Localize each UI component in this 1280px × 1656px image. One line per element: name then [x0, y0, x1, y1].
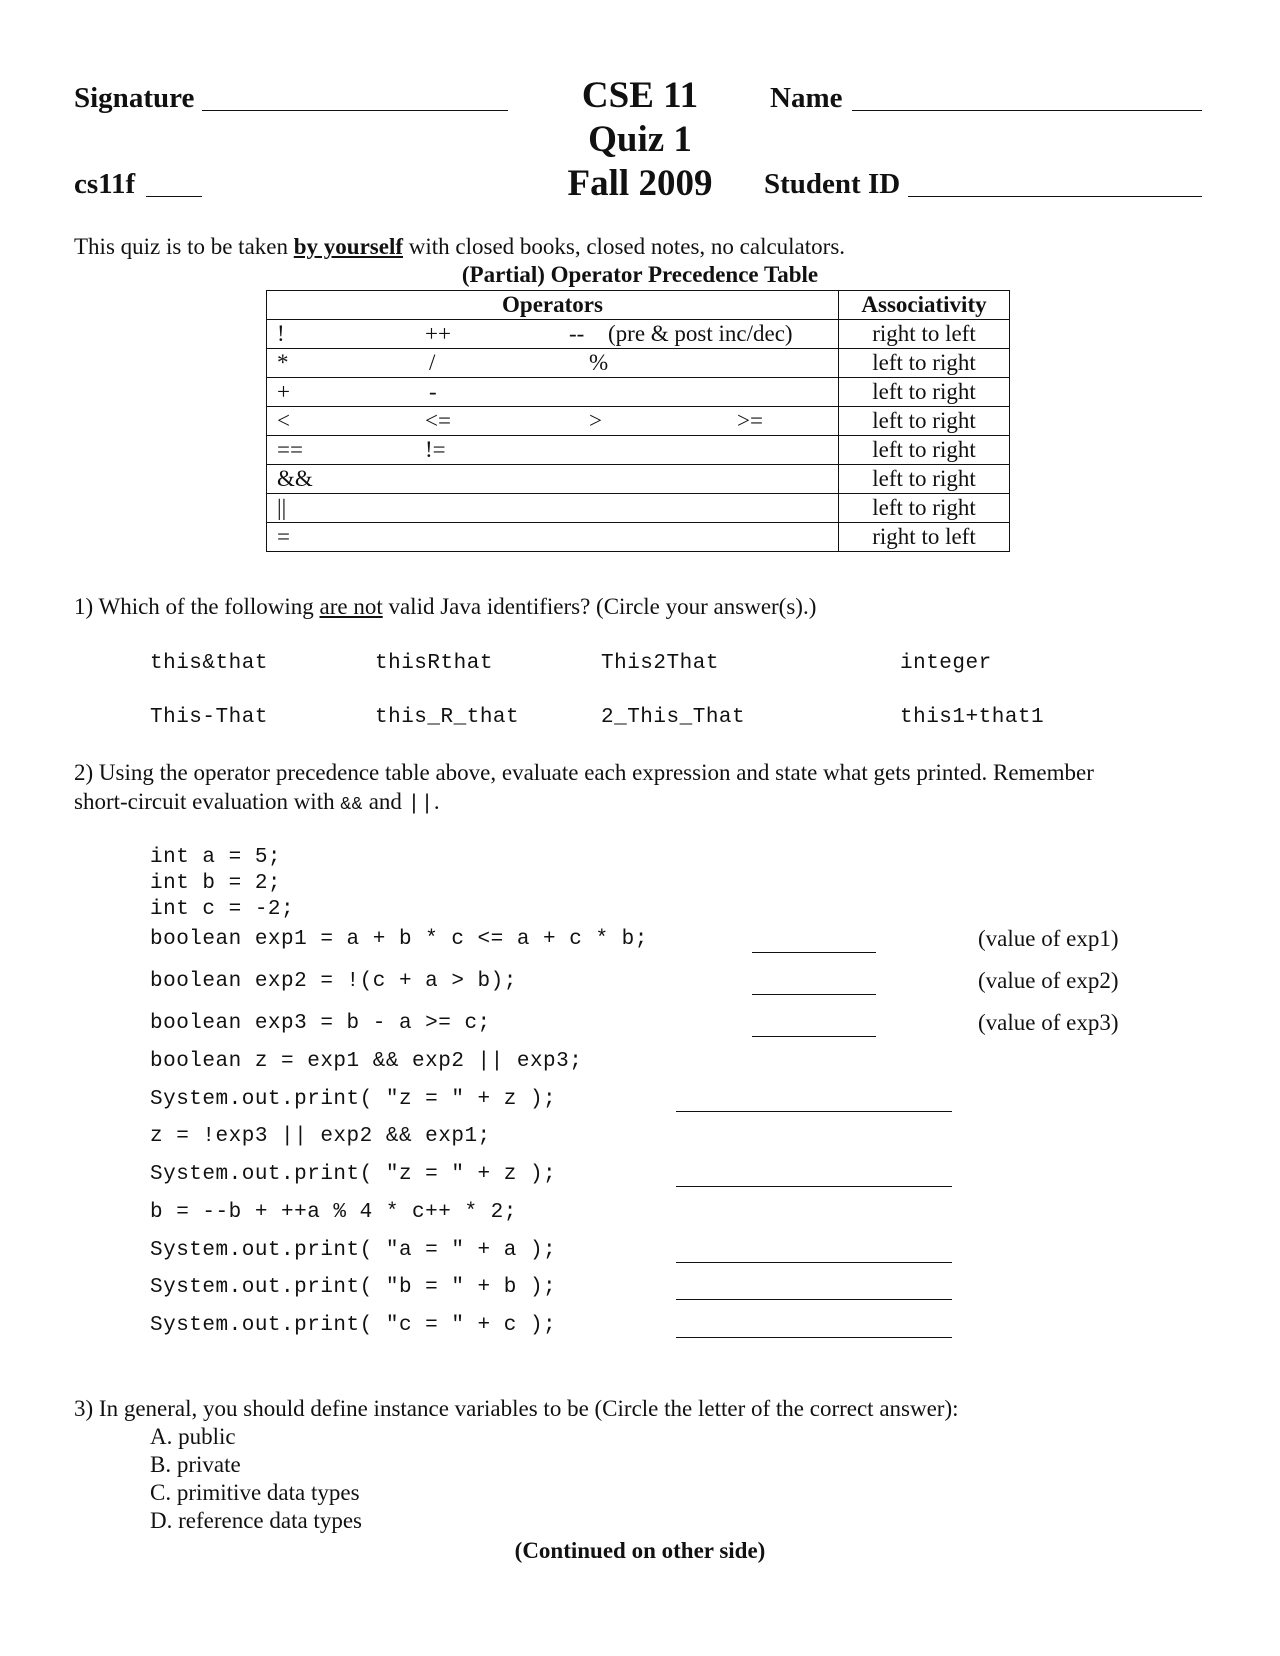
table-row	[267, 523, 1010, 552]
table-row	[267, 349, 1010, 378]
print-answer-field[interactable]	[676, 1299, 952, 1300]
code-line: int a = 5;	[150, 846, 282, 869]
associativity: left to right	[839, 349, 1010, 378]
associativity: left to right	[839, 436, 1010, 465]
identifier-option[interactable]: 2_This_That	[601, 706, 746, 729]
exp2-answer-field[interactable]	[752, 994, 876, 995]
table-caption: (Partial) Operator Precedence Table	[461, 262, 819, 287]
operator: *	[277, 350, 289, 375]
identifier-option[interactable]: this&that	[150, 652, 268, 675]
intro-emphasis: by yourself	[293, 234, 403, 259]
code-line: int c = -2;	[150, 898, 295, 921]
associativity: left to right	[839, 494, 1010, 523]
operator: <	[277, 408, 290, 433]
identifier-option[interactable]: This-That	[150, 706, 268, 729]
operator: /	[429, 350, 436, 375]
identifier-option[interactable]: integer	[900, 652, 992, 675]
associativity: right to left	[839, 523, 1010, 552]
operator: !	[277, 321, 285, 346]
code-line: boolean exp1 = a + b * c <= a + c * b;	[150, 928, 648, 951]
table-row	[267, 465, 1010, 494]
code-line: System.out.print( "z = " + z );	[150, 1088, 557, 1111]
operator: --	[569, 321, 585, 346]
code-line: boolean exp3 = b - a >= c;	[150, 1012, 491, 1035]
associativity: left to right	[839, 378, 1010, 407]
operator: &&	[277, 466, 313, 491]
exp1-answer-field[interactable]	[752, 952, 876, 953]
operator: >	[589, 408, 602, 433]
term-title: Fall 2009	[567, 163, 713, 204]
account-field[interactable]	[146, 196, 202, 197]
table-row	[267, 320, 1010, 349]
code-line: int b = 2;	[150, 872, 282, 895]
quiz-title: Quiz 1	[588, 119, 692, 160]
student-id-field[interactable]	[908, 196, 1202, 197]
signature-label: Signature	[74, 82, 195, 114]
print-answer-field[interactable]	[676, 1186, 952, 1187]
table-row	[267, 494, 1010, 523]
intro-text: This quiz is to be taken by yourself with closed books, closed notes, no calculators.	[74, 234, 846, 259]
course-title: CSE 11	[581, 75, 699, 116]
code-line: z = !exp3 || exp2 && exp1;	[150, 1125, 491, 1148]
exp3-value-label: (value of exp3)	[978, 1010, 1119, 1035]
operators-header: Operators	[267, 291, 839, 320]
table-row	[267, 407, 1010, 436]
print-answer-field[interactable]	[676, 1337, 952, 1338]
exp2-value-label: (value of exp2)	[978, 968, 1119, 993]
code-line: System.out.print( "z = " + z );	[150, 1163, 557, 1186]
operator: =	[277, 524, 290, 549]
code-line: System.out.print( "a = " + a );	[150, 1239, 557, 1262]
option-d[interactable]: D. reference data types	[150, 1508, 362, 1533]
question-1: 1) Which of the following are not valid Java identifiers? (Circle your answer(s).)	[74, 594, 817, 619]
operator: >=	[737, 408, 763, 433]
identifier-option[interactable]: this1+that1	[900, 706, 1045, 729]
operator: !=	[425, 437, 446, 462]
table-header-row	[267, 291, 1010, 320]
operator: -	[429, 379, 437, 404]
operator: ||	[277, 495, 287, 520]
print-answer-field[interactable]	[676, 1111, 952, 1112]
operator-note: (pre & post inc/dec)	[608, 321, 793, 346]
exp1-value-label: (value of exp1)	[978, 926, 1119, 951]
code-line: System.out.print( "b = " + b );	[150, 1276, 557, 1299]
operator: +	[277, 379, 290, 404]
name-field[interactable]	[852, 110, 1202, 111]
code-line: boolean z = exp1 && exp2 || exp3;	[150, 1050, 583, 1073]
account-label: cs11f	[74, 168, 136, 200]
code-line: boolean exp2 = !(c + a > b);	[150, 970, 517, 993]
student-id-label: Student ID	[764, 168, 901, 200]
operator: <=	[425, 408, 451, 433]
or-operator: ||	[407, 793, 434, 816]
operator: ++	[425, 321, 451, 346]
option-a[interactable]: A. public	[150, 1424, 236, 1449]
associativity: right to left	[839, 320, 1010, 349]
associativity: left to right	[839, 407, 1010, 436]
question-3: 3) In general, you should define instance variables to be (Circle the letter of the correct answer):	[74, 1396, 959, 1421]
identifier-option[interactable]: thisRthat	[375, 652, 493, 675]
option-c[interactable]: C. primitive data types	[150, 1480, 360, 1505]
and-operator: &&	[340, 795, 363, 815]
option-b[interactable]: B. private	[150, 1452, 241, 1477]
exp3-answer-field[interactable]	[752, 1036, 876, 1037]
code-line: b = --b + ++a % 4 * c++ * 2;	[150, 1201, 517, 1224]
print-answer-field[interactable]	[676, 1262, 952, 1263]
precedence-table	[266, 290, 1010, 552]
operator: %	[589, 350, 609, 375]
continued-note: (Continued on other side)	[514, 1538, 766, 1563]
associativity-header: Associativity	[839, 291, 1010, 320]
q1-emphasis: are not	[319, 594, 383, 619]
identifier-option[interactable]: This2That	[601, 652, 719, 675]
operator: ==	[277, 437, 303, 462]
name-label: Name	[770, 82, 843, 114]
identifier-option[interactable]: this_R_that	[375, 706, 520, 729]
question-2-line-2: short-circuit evaluation with && and ||.	[74, 789, 440, 816]
code-line: System.out.print( "c = " + c );	[150, 1314, 557, 1337]
question-2-line-1: 2) Using the operator precedence table above, evaluate each expression and state what gets printed. Remember	[74, 760, 1094, 785]
table-row	[267, 378, 1010, 407]
table-row	[267, 436, 1010, 465]
associativity: left to right	[839, 465, 1010, 494]
